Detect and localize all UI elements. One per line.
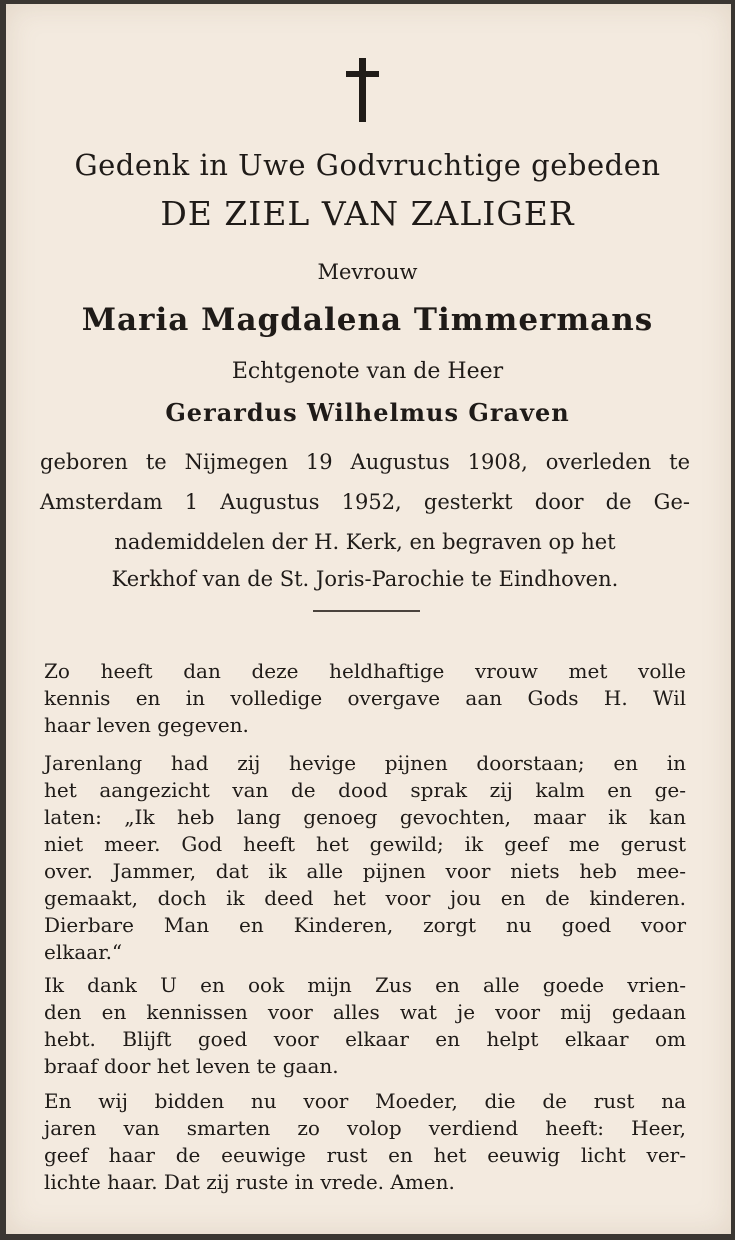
body-line: laten: „Ik heb lang genoeg gevochten, maar ik kan <box>44 805 686 829</box>
soul-heading: DE ZIEL VAN ZALIGER <box>160 194 575 233</box>
divider <box>313 610 420 612</box>
body-line: Ik dank U en ook mijn Zus en alle goede vrien- <box>44 973 686 997</box>
body-line: En wij bidden nu voor Moeder, die de rust na <box>44 1089 686 1113</box>
body-line: lichte haar. Dat zij ruste in vrede. Amen. <box>44 1170 455 1194</box>
body-line: het aangezicht van de dood sprak zij kalm en ge- <box>44 778 686 802</box>
deceased-name: Maria Magdalena Timmermans <box>81 302 654 338</box>
body-line: kennis en in volledige overgave aan Gods H. Wil <box>44 686 686 710</box>
bio-line: nademiddelen der H. Kerk, en begraven op het <box>114 530 616 554</box>
spouse-name: Gerardus Wilhelmus Graven <box>165 398 570 427</box>
body-line: niet meer. God heeft het gewild; ik geef me gerust <box>44 832 686 856</box>
cross-icon <box>343 58 383 122</box>
relation-text: Echtgenote van de Heer <box>231 359 504 384</box>
body-line: den en kennissen voor alles wat je voor mij gedaan <box>44 1000 686 1024</box>
body-line: Zo heeft dan deze heldhaftige vrouw met volle <box>44 659 686 683</box>
bio-line: Kerkhof van de St. Joris-Parochie te Eindhoven. <box>111 567 619 591</box>
body-line: geef haar de eeuwige rust en het eeuwig licht ver- <box>44 1143 686 1167</box>
body-line: haar leven gegeven. <box>44 713 249 737</box>
body-line: elkaar.“ <box>44 940 123 964</box>
body-line: hebt. Blijft goed voor elkaar en helpt elkaar om <box>44 1027 686 1051</box>
prayer-heading: Gedenk in Uwe Godvruchtige gebeden <box>74 148 661 182</box>
bio-line: geboren te Nijmegen 19 Augustus 1908, overleden te <box>40 450 690 474</box>
body-line: over. Jammer, dat ik alle pijnen voor niets heb mee- <box>44 859 686 883</box>
body-line: gemaakt, doch ik deed het voor jou en de kinderen. <box>44 886 686 910</box>
body-line: Jarenlang had zij hevige pijnen doorstaan; en in <box>44 751 686 775</box>
body-line: jaren van smarten zo volop verdiend heeft: Heer, <box>44 1116 686 1140</box>
bio-line: Amsterdam 1 Augustus 1952, gesterkt door de Ge- <box>40 490 690 514</box>
body-line: Dierbare Man en Kinderen, zorgt nu goed voor <box>44 913 686 937</box>
body-line: braaf door het leven te gaan. <box>44 1054 339 1078</box>
honorific: Mevrouw <box>317 260 418 284</box>
